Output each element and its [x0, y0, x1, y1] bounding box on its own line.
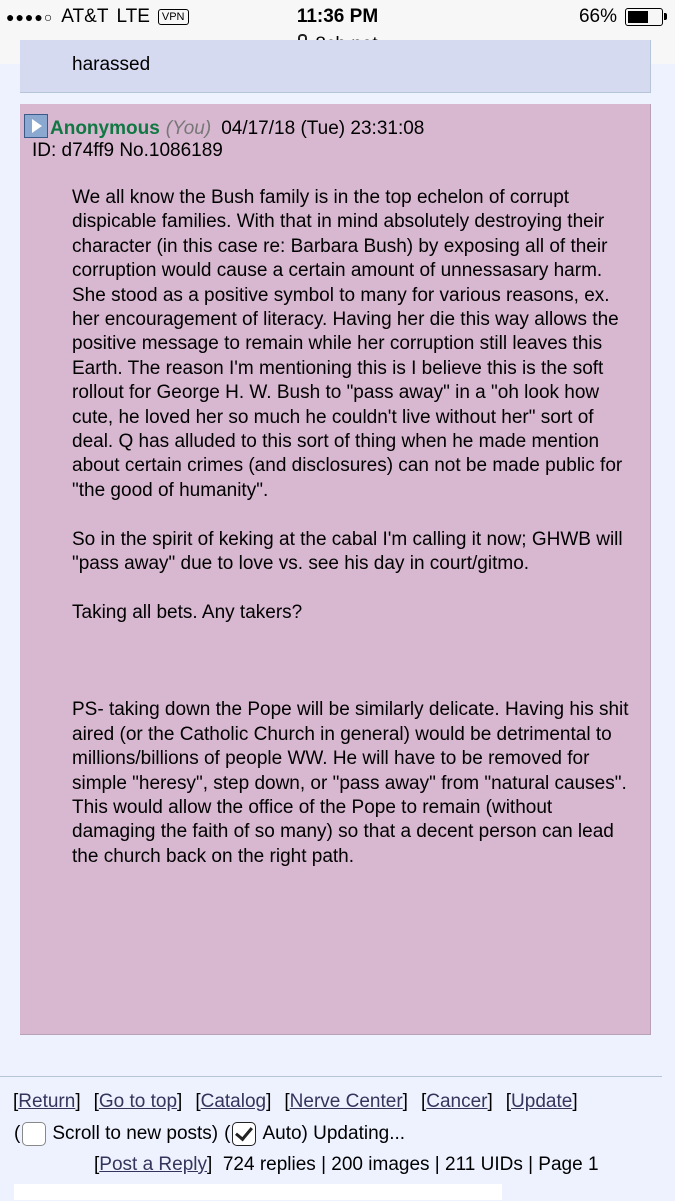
post-header [24, 114, 424, 141]
go-to-top-link[interactable]: Go to top [98, 1091, 178, 1112]
thread-summary: 724 replies | 200 images | 211 UIDs | Page 1 [222, 1154, 599, 1175]
paren-open: ( [14, 1123, 21, 1144]
you-tag: (You) [165, 118, 212, 139]
vpn-badge: VPN [158, 9, 189, 25]
battery-icon [625, 8, 663, 26]
battery-fill [628, 11, 648, 23]
post-paragraph: PS- taking down the Pope will be similarly delicate. Having his shit aired (or the Catholic Church in general) would be detrimental to millions/billions of people WW. He will have to be removed for simple "heresy", step down, or "pass away" from "natural causes". This would allow the office of the Pope to remain (without damaging the faith of so many) so that a decent person can lead the church back on the right path. [72, 699, 629, 867]
auto-update-checkbox[interactable] [232, 1122, 256, 1146]
post-expand-icon[interactable] [24, 114, 48, 138]
post-paragraph: So in the spirit of keking at the cabal I'm calling it now; GHWB will "pass away" due to love vs. see his day in court/gitmo. [72, 528, 623, 575]
carrier-label: AT&T [61, 6, 109, 27]
post-body [72, 186, 632, 869]
return-link[interactable]: Return [18, 1091, 76, 1112]
scroll-to-new-posts-checkbox[interactable] [22, 1122, 46, 1146]
poster-name: Anonymous [50, 118, 160, 139]
battery-percent: 66% [578, 6, 617, 27]
catalog-link[interactable]: Catalog [200, 1091, 267, 1112]
reply-post [20, 104, 651, 1035]
bottom-cutoff-panel [14, 1184, 502, 1200]
post-paragraph: We all know the Bush family is in the top echelon of corrupt dispicable families. With that in mind absolutely destroying their character (in this case re: Barbara Bush) by exposing all of their corruption would cause a certain amount of unnessasary harm. She stood as a positive symbol to many for various reasons, ex. her encouragement of literacy. Having her die this way allows the positive message to remain while her corruption still leaves this Earth. The reason I'm mentioning this is I believe this is the soft rollout for George H. W. Bush to "pass away" in a "oh look how cute, he loved her so much he couldn't live without her" sort of deal. Q has alluded to this sort of thing when he made mention about certain crimes (and disclosures) can not be made public for "the good of humanity". [72, 187, 623, 501]
previous-post-text: harassed [72, 54, 151, 75]
updater-controls [14, 1122, 405, 1146]
cancer-link[interactable]: Cancer [426, 1091, 488, 1112]
nerve-center-link[interactable]: Nerve Center [289, 1091, 403, 1112]
thread-stats: [Post a Reply] 724 replies | 200 images | 211 UIDs | Page 1 [94, 1154, 599, 1175]
signal-icon: ●●●●○ [6, 9, 54, 25]
previous-post [20, 40, 651, 93]
post-date: 04/17/18 (Tue) 23:31:08 [221, 118, 425, 139]
update-link[interactable]: Update [511, 1091, 573, 1112]
post-paragraph: Taking all bets. Any takers? [72, 601, 303, 623]
post-id[interactable]: ID: d74ff9 No.1086189 [32, 140, 223, 161]
auto-update-label: Auto) Updating... [262, 1123, 406, 1144]
network-label: LTE [116, 6, 150, 27]
paren-open-2: ( [224, 1123, 231, 1144]
post-reply-link[interactable]: Post a Reply [99, 1154, 208, 1175]
clock: 11:36 PM [296, 6, 379, 27]
thread-nav-links: [Return] [Go to top] [Catalog] [Nerve Center] [Cancer] [Update] [13, 1091, 578, 1112]
status-right [579, 6, 663, 28]
scroll-label: Scroll to new posts) [52, 1123, 219, 1144]
